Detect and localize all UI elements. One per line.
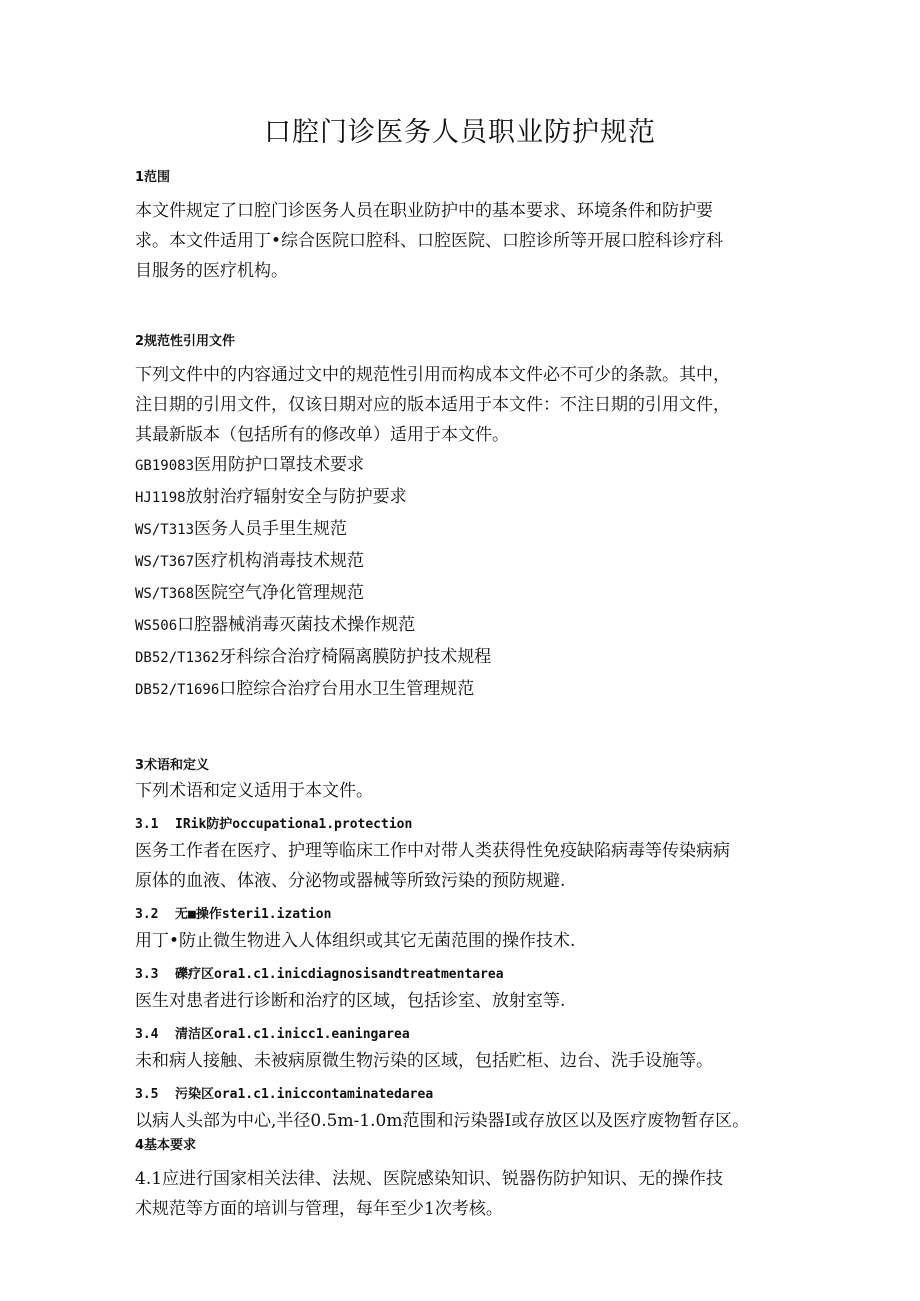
term-name: 清洁区ora1.c1.inicc1.eaningarea [175,1027,410,1042]
paragraph-line: 术规范等方面的培训与管理，每年至少1次考核。 [135,1199,503,1219]
term-entry [135,814,795,896]
paragraph-line: 注日期的引用文件，仅该日期对应的版本适用于本文件：不注日期的引用文件， [135,395,730,415]
reference-item [135,514,795,546]
reference-code: WS/T368 [135,586,195,602]
section-heading: 2规范性引用文件 [135,334,236,349]
paragraph-line: 下列文件中的内容通过文中的规范性引用而构成本文件必不可少的条款。其中， [135,365,730,385]
reference-item [135,450,795,482]
reference-item [135,578,795,610]
reference-title: 口腔综合治疗台用水卫生管理规范 [219,679,475,699]
reference-code: WS/T313 [135,522,195,538]
term-heading [135,904,795,926]
term-number: 3.1 [135,817,159,832]
reference-item [135,674,795,706]
term-entry [135,904,795,956]
section-heading: 1范围 [135,170,171,185]
paragraph-line: 其最新版本（包括所有的修改单）适用于本文件。 [135,425,509,445]
reference-title: 放射治疗辐射安全与防护要求 [185,487,407,507]
term-name: 污染区ora1.c1.iniccontaminatedarea [175,1087,434,1102]
paragraph-line: 目服务的医疗机构。 [135,261,288,281]
term-name: 礫疗区ora1.c1.inicdiagnosisandtreatmentarea [175,967,504,982]
reference-title: 医疗机构消毒技术规范 [194,551,365,571]
reference-code: GB19083 [135,458,195,474]
paragraph-line: 4.1应进行国家相关法律、法规、医院感染知识、锐器伤防护知识、无的操作技 [135,1169,724,1189]
term-definition-line: 医务工作者在医疗、护理等临床工作中对带人类获得性免疫缺陷病毒等传染病病 [135,841,730,861]
term-definition-line: 以病人头部为中心,半径0.5m-1.0m范围和污染器I或存放区以及医疗废物暂存区。 [135,1111,750,1131]
section-heading: 3术语和定义 [135,758,210,773]
section-normative-references [135,332,795,706]
reference-item [135,642,795,674]
reference-item [135,610,795,642]
document-body [135,168,795,1224]
section-basic-requirements [135,1136,795,1224]
paragraph-line: 下列术语和定义适用于本文件。 [135,781,373,801]
reference-code: HJ1198 [135,490,186,506]
term-number: 3.3 [135,967,159,982]
paragraph-line: 求。本文件适用丁•综合医院口腔科、口腔医院、口腔诊所等开展口腔科诊疗科 [135,231,724,251]
paragraph-line: 本文件规定了口腔门诊医务人员在职业防护中的基本要求、环境条件和防护要 [135,201,713,221]
reference-item [135,546,795,578]
term-number: 3.5 [135,1087,159,1102]
reference-item [135,482,795,514]
term-definition-line: 医生对患者进行诊断和治疗的区域，包括诊室、放射室等. [135,991,566,1011]
term-entry [135,964,795,1016]
section-heading: 4基本要求 [135,1138,197,1153]
term-entry [135,1024,795,1076]
reference-title: 口腔器械消毒灭菌技术操作规范 [177,615,416,635]
reference-title: 牙科综合治疗椅隔离膜防护技术规程 [219,647,492,667]
reference-list [135,450,795,706]
term-number: 3.4 [135,1027,159,1042]
reference-code: DB52/T1696 [135,682,220,698]
reference-code: WS506 [135,618,178,634]
term-heading [135,814,795,836]
reference-code: WS/T367 [135,554,195,570]
term-definition-line: 用丁•防止微生物进入人体组织或其它无菌范围的操作技术. [135,931,576,951]
term-name: IRik防护occupationa1.protection [175,817,413,832]
term-heading [135,964,795,986]
term-heading [135,1084,795,1106]
reference-title: 医院空气净化管理规范 [194,583,365,603]
term-heading [135,1024,795,1046]
reference-code: DB52/T1362 [135,650,220,666]
term-entry [135,1084,795,1136]
term-definition-line: 未和病人接触、未被病原微生物污染的区域，包括贮柜、边台、洗手设施等。 [135,1051,713,1071]
term-name: 无■操作steri1.ization [175,907,332,922]
section-scope [135,168,795,286]
term-definition-line: 原体的血液、体液、分泌物或器械等所致污染的预防规避. [135,871,566,891]
reference-title: 医务人员手里生规范 [194,519,348,539]
section-terms-definitions [135,756,795,1136]
reference-title: 医用防护口罩技术要求 [194,455,365,475]
document-title: 口腔门诊医务人员职业防护规范 [264,117,656,148]
term-number: 3.2 [135,907,159,922]
